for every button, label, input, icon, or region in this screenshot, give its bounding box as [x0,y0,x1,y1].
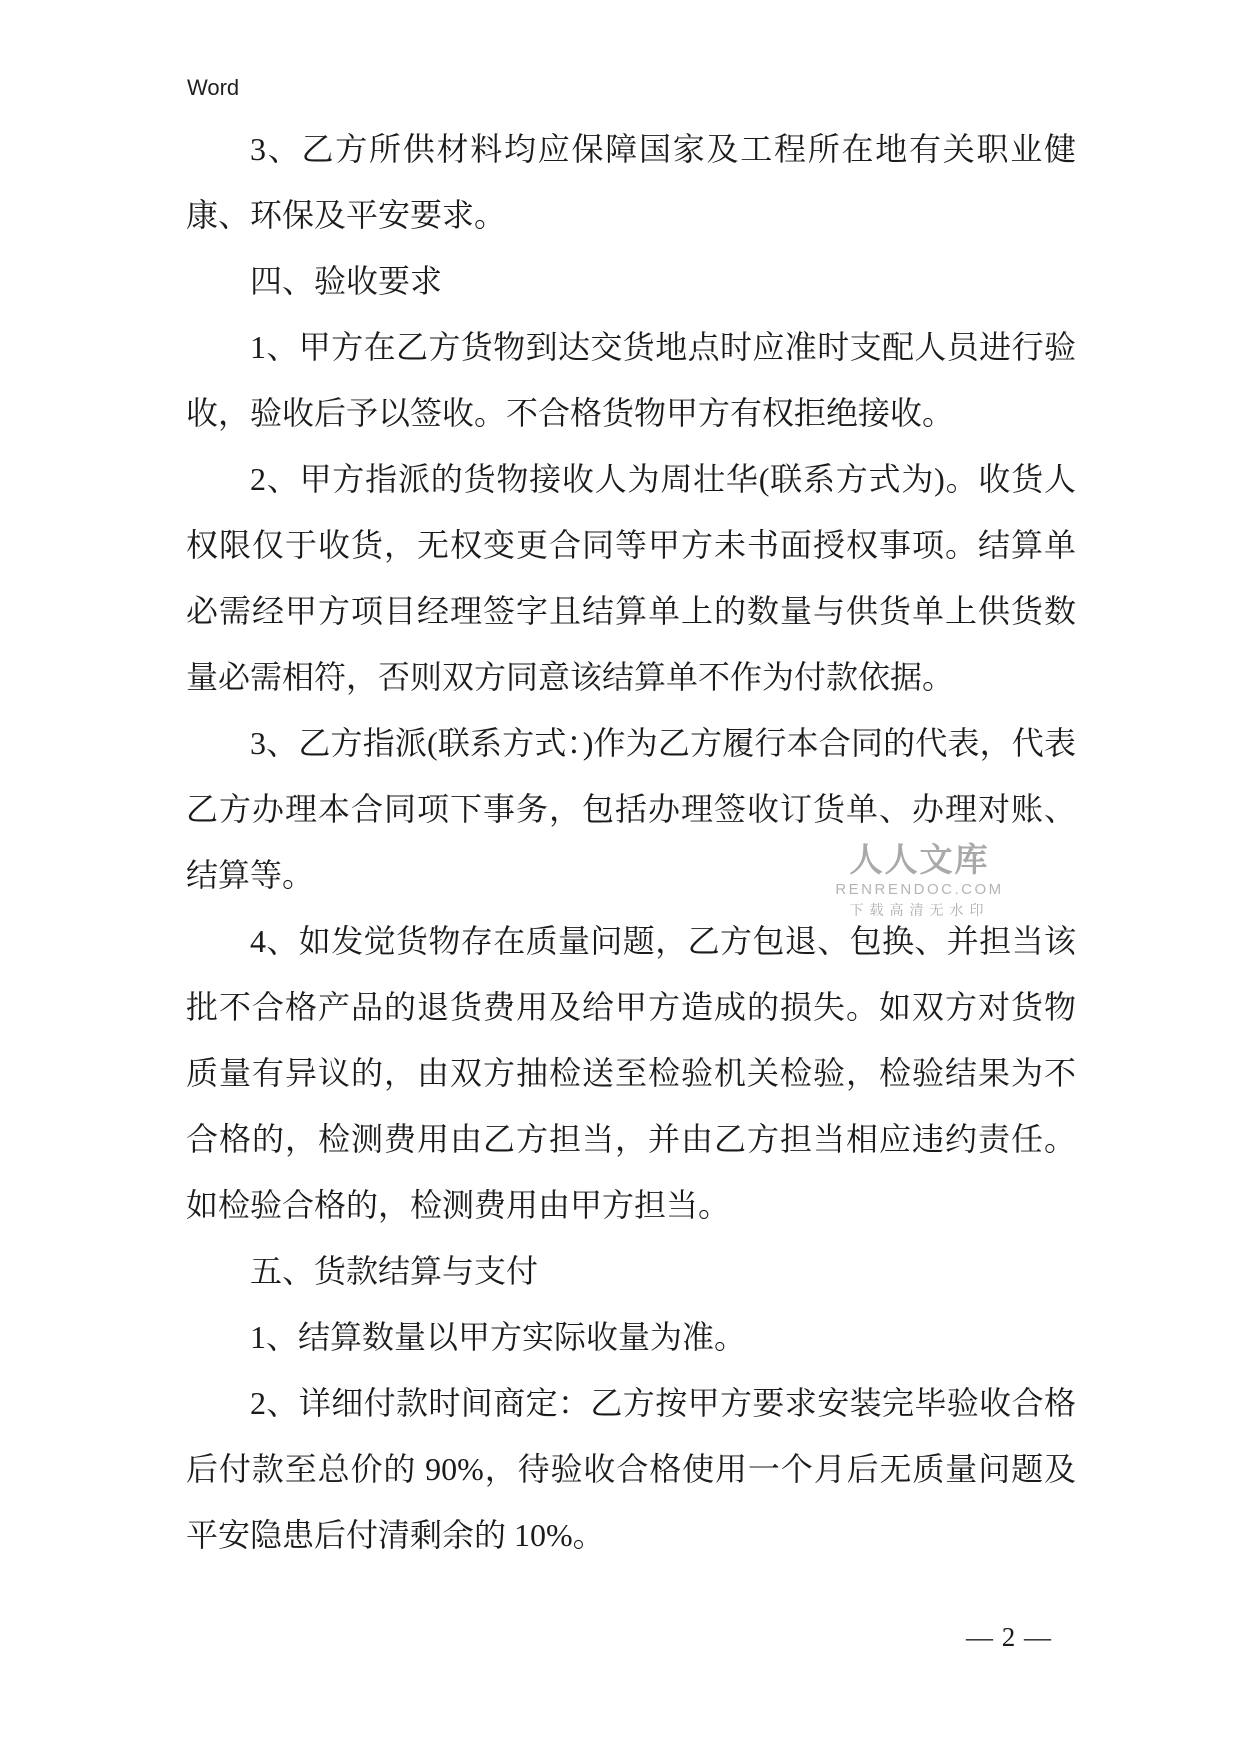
paragraph: 4、如发觉货物存在质量问题，乙方包退、包换、并担当该批不合格产品的退货费用及给甲方造成的损失。如双方对货物质量有异议的，由双方抽检送至检验机关检验，检验结果为不合格的，检测费用由乙方担当，并由乙方担当相应违约责任。如检验合格的，检测费用由甲方担当。 [186,923,1076,1223]
watermark-title: 人人文库 [849,843,990,879]
paragraph: 3、乙方所供材料均应保障国家及工程所在地有关职业健康、环保及平安要求。 [186,131,1076,233]
page-number: — 2 — [966,1622,1052,1652]
paragraph: 四、验收要求 [250,263,443,299]
app-label: Word [187,75,240,100]
paragraph: 五、货款结算与支付 [250,1253,539,1289]
watermark-tagline: 下载高清无水印 [849,902,990,918]
watermark-domain: RENRENDOC.COM [835,881,1004,898]
paragraph: 2、详细付款时间商定：乙方按甲方要求安装完毕验收合格后付款至总价的 90%，待验收合格使用一个月后无质量问题及平安隐患后付清剩余的 10%。 [186,1385,1076,1553]
document-body [186,116,1076,1568]
paragraph: 1、甲方在乙方货物到达交货地点时应准时支配人员进行验收，验收后予以签收。不合格货物甲方有权拒绝接收。 [186,329,1076,431]
paragraph: 2、甲方指派的货物接收人为周壮华(联系方式为)。收货人权限仅于收货，无权变更合同等甲方未书面授权事项。结算单必需经甲方项目经理签字且结算单上的数量与供货单上供货数量必需相符，否则双方同意该结算单不作为付款依据。 [186,461,1076,695]
paragraph: 1、结算数量以甲方实际收量为准。 [250,1319,747,1355]
paragraph: 3、乙方指派(联系方式：)作为乙方履行本合同的代表，代表乙方办理本合同项下事务，包括办理签收订货单、办理对账、结算等。 [186,725,1076,893]
